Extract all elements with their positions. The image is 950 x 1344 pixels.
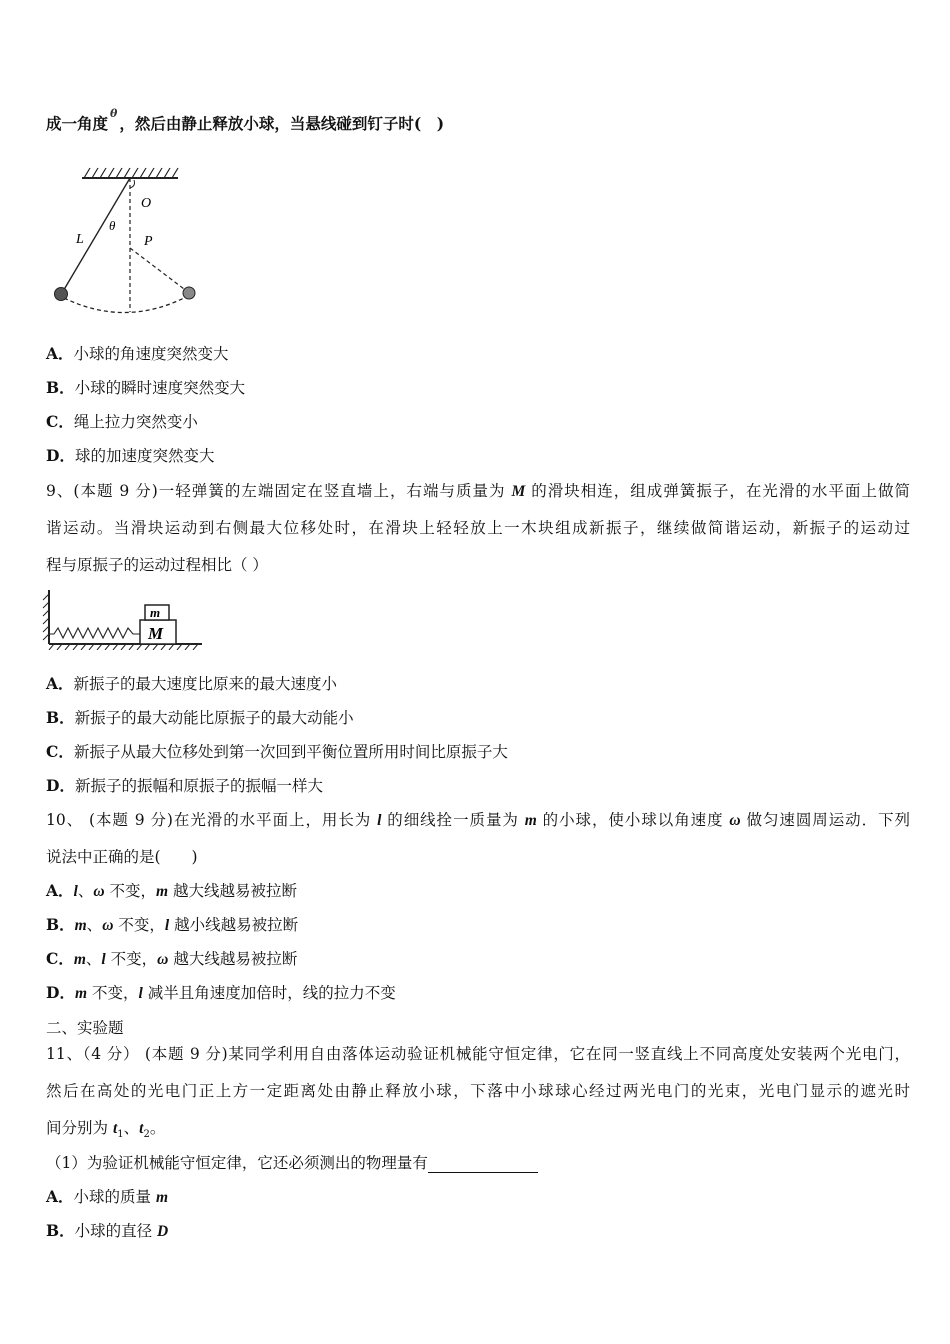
pendulum-string	[62, 178, 130, 293]
label-O: O	[141, 196, 152, 211]
q8-option-d: D．球的加速度突然变大	[46, 446, 215, 465]
q10-stem-line1: 10、 (本题 9 分)在光滑的水平面上，用长为 l 的细线拴一质量为 m 的小球，使小球以角速度 ω 做匀速圆周运动．下列	[46, 811, 911, 829]
ball-right	[183, 287, 195, 299]
q9-option-d: D．新振子的振幅和原振子的振幅一样大	[46, 776, 323, 795]
label-theta: θ	[109, 218, 116, 233]
q8-theta-mark: θ	[110, 107, 118, 120]
q8-stem	[46, 107, 445, 136]
q11-stem-line3: 间分别为 $t_1$、$t_2$。	[46, 1119, 166, 1141]
ball-left	[55, 288, 68, 301]
spring	[49, 628, 140, 638]
label-m: m	[150, 605, 161, 620]
label-L: L	[76, 232, 84, 247]
q11-subquestion-1: （1）为验证机械能守恒定律，它还必须测出的物理量有	[46, 1153, 538, 1173]
label-M: M	[148, 624, 164, 643]
q8-option-c: C．绳上拉力突然变小	[46, 412, 198, 431]
q10-option-c: C．m、l 不变，ω 越大线越易被拉断	[46, 949, 298, 968]
q9-option-b: B．新振子的最大动能比原振子的最大动能小	[46, 708, 354, 727]
q8-stem-prefix: 成一角度	[46, 114, 109, 133]
q10-stem-line2: 说法中正确的是( )	[46, 848, 198, 866]
q8-option-a: A．小球的角速度突然变大	[46, 344, 229, 363]
q10-option-b: B．m、ω 不变，l 越小线越易被拉断	[46, 915, 299, 934]
q11-option-b: B．小球的直径 D	[46, 1221, 169, 1240]
q8-stem-suffix: ，然后由静止释放小球，当悬线碰到钉子时( )	[119, 114, 445, 133]
spring-block-figure	[40, 588, 205, 650]
q9-stem-line1: 9、(本题 9 分)一轻弹簧的左端固定在竖直墙上，右端与质量为 M 的滑块相连，组成弹簧振子，在光滑的水平面上做简	[46, 482, 910, 500]
q10-option-d: D．m 不变，l 减半且角速度加倍时，线的拉力不变	[46, 983, 396, 1002]
peg-dashed-line	[130, 248, 188, 292]
q10-option-a: A．l、ω 不变，m 越大线越易被拉断	[46, 881, 298, 900]
answer-blank[interactable]	[428, 1156, 538, 1173]
q9-option-a: A．新振子的最大速度比原来的最大速度小	[46, 674, 338, 693]
q11-option-a: A．小球的质量 m	[46, 1187, 169, 1206]
q11-stem-line1: 11、（4 分） (本题 9 分)某同学利用自由落体运动验证机械能守恒定律，它在同一竖直线上不同高度处安装两个光电门，	[46, 1045, 910, 1063]
q9-option-c: C．新振子从最大位移处到第一次回到平衡位置所用时间比原振子大	[46, 742, 508, 761]
label-P: P	[144, 234, 153, 249]
section-title: 二、实验题	[46, 1019, 124, 1037]
q11-stem-line2: 然后在高处的光电门正上方一定距离处由静止释放小球，下落中小球球心经过两光电门的光束，光电门显示的遮光时	[46, 1082, 910, 1100]
swing-arc	[64, 296, 188, 313]
q9-stem-line2: 谐运动。当滑块运动到右侧最大位移处时，在滑块上轻轻放上一木块组成新振子，继续做简谐运动，新振子的运动过	[46, 519, 910, 537]
pendulum-figure	[46, 160, 216, 320]
q8-option-b: B．小球的瞬时速度突然变大	[46, 378, 246, 397]
q9-stem-line3: 程与原振子的运动过程相比（ ）	[46, 556, 268, 574]
